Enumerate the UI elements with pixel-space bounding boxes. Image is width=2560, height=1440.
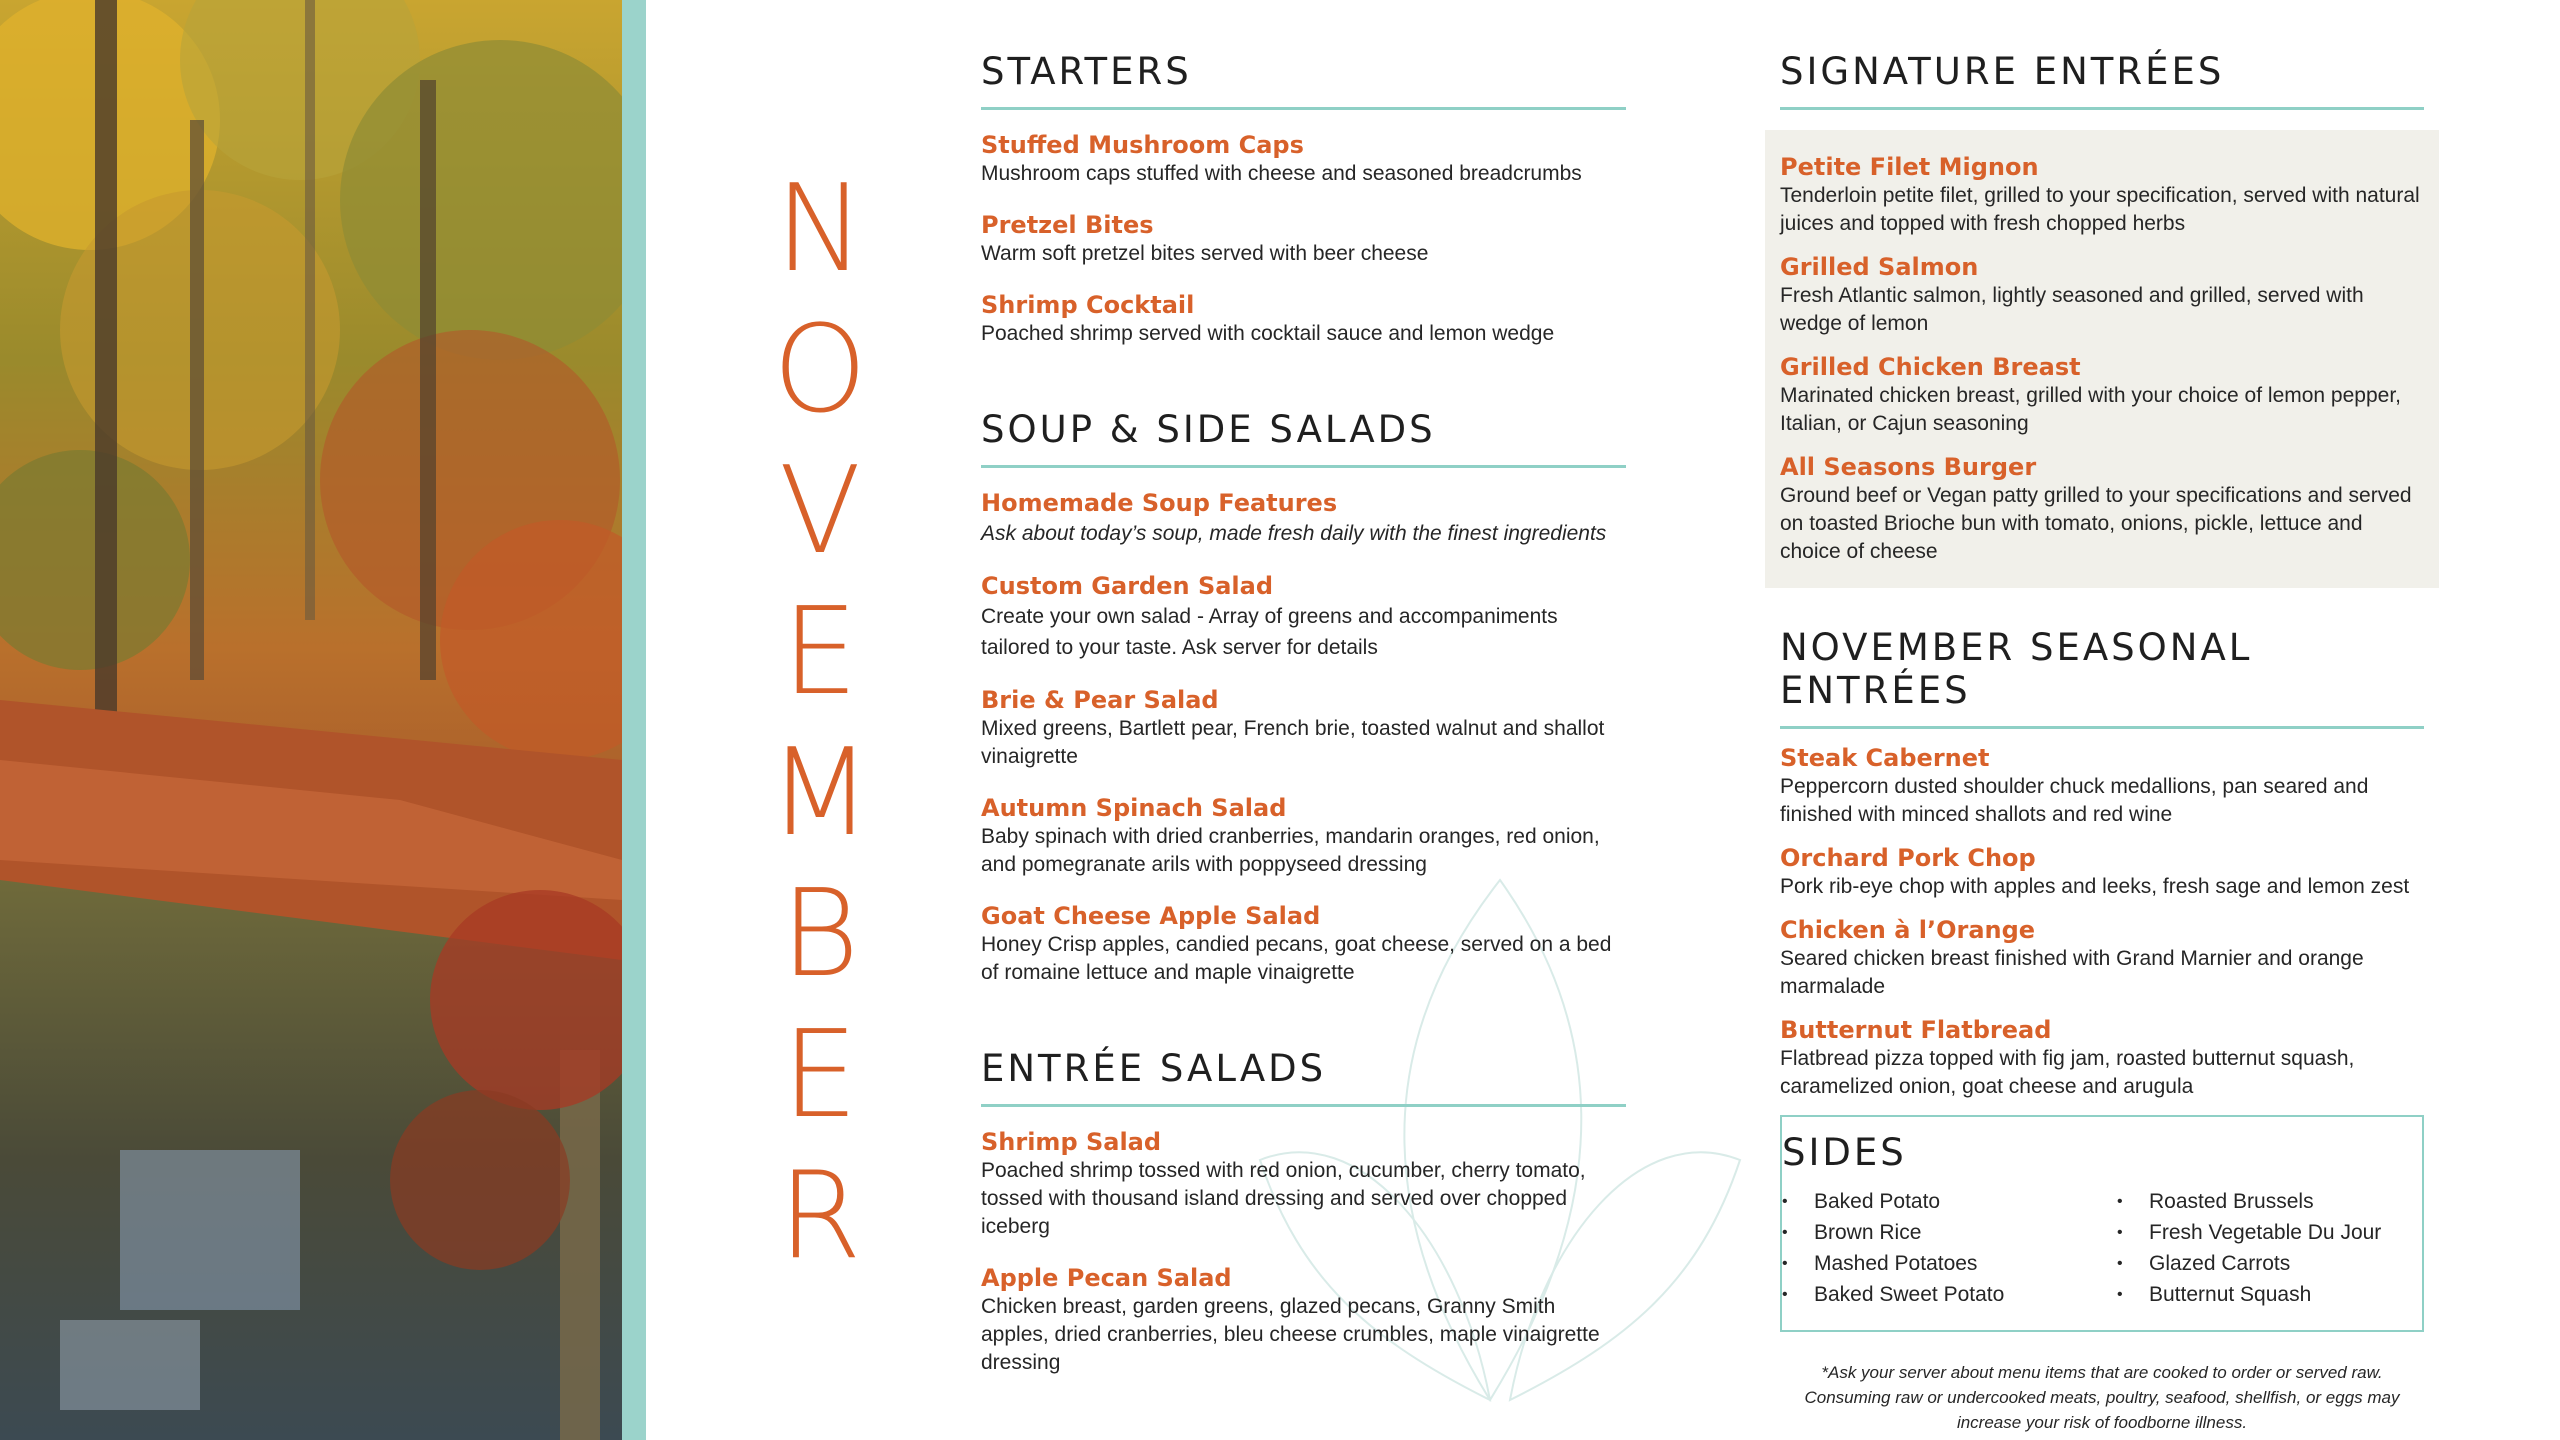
item-description: Mixed greens, Bartlett pear, French brie, toasted walnut and shallot vinaigrette xyxy=(981,717,1605,768)
menu-item xyxy=(981,571,1626,663)
menu-item xyxy=(981,685,1626,771)
side-item xyxy=(2117,1186,2417,1217)
section-title-sides: SIDES xyxy=(1782,1131,1907,1174)
item-description: Ask about today’s soup, made fresh daily with the finest ingredients xyxy=(981,522,1607,545)
menu-item xyxy=(981,488,1626,549)
item-description: Poached shrimp served with cocktail sauce and lemon wedge xyxy=(981,322,1555,345)
item-name: Grilled Chicken Breast xyxy=(1780,353,2081,381)
menu-item xyxy=(1780,843,2424,901)
menu-item xyxy=(981,901,1626,987)
month-letter: N xyxy=(775,160,865,299)
item-description: Chicken breast, garden greens, glazed pecans, Granny Smith apples, dried cranberries, bleu cheese crumbles, maple vinaigrette dressing xyxy=(981,1295,1600,1374)
starters-section xyxy=(981,50,1626,348)
item-description: Fresh Atlantic salmon, lightly seasoned and grilled, served with wedge of lemon xyxy=(1780,284,2364,335)
food-safety-footnote: *Ask your server about menu items that are cooked to order or served raw. Consuming raw or undercooked meats, poultry, seafood, shellfish, or eggs may increase your risk of foodborne illness. xyxy=(1804,1363,2400,1432)
item-name: Brie & Pear Salad xyxy=(981,686,1219,714)
section-title-entree-salads: ENTRÉE SALADS xyxy=(981,1047,1626,1107)
side-item xyxy=(1782,1279,2117,1310)
side-item xyxy=(2117,1248,2417,1279)
item-description: Ground beef or Vegan patty grilled to your specifications and served on toasted Brioche bun with tomato, onions, pickle, lettuce and choice of cheese xyxy=(1780,484,2412,563)
side-item xyxy=(1782,1186,2117,1217)
menu-item xyxy=(981,1127,1626,1241)
bullet-icon: • xyxy=(1782,1255,1788,1272)
item-name: Apple Pecan Salad xyxy=(981,1264,1232,1292)
menu-item xyxy=(1780,915,2424,1001)
side-item-label: Baked Potato xyxy=(1814,1190,1941,1213)
item-description: Baby spinach with dried cranberries, mandarin oranges, red onion, and pomegranate arils with poppyseed dressing xyxy=(981,825,1600,876)
side-item xyxy=(2117,1279,2417,1310)
item-name: Pretzel Bites xyxy=(981,211,1154,239)
item-name: Chicken à l’Orange xyxy=(1780,916,2036,944)
month-letter: R xyxy=(778,1147,862,1286)
item-description: Poached shrimp tossed with red onion, cucumber, cherry tomato, tossed with thousand island dressing and served over chopped iceberg xyxy=(981,1159,1586,1238)
side-item xyxy=(2117,1217,2417,1248)
side-item-label: Baked Sweet Potato xyxy=(1814,1283,2005,1306)
item-description: Create your own salad - Array of greens and accompaniments tailored to your taste. Ask server for details xyxy=(981,605,1558,659)
side-item-label: Fresh Vegetable Du Jour xyxy=(2149,1221,2382,1244)
item-description: Tenderloin petite filet, grilled to your specification, served with natural juices and topped with fresh chopped herbs xyxy=(1780,184,2420,235)
side-item-label: Butternut Squash xyxy=(2149,1283,2312,1306)
sides-list-right xyxy=(2117,1186,2417,1310)
month-letter: O xyxy=(772,301,868,440)
sides-box xyxy=(1780,1115,2424,1332)
side-item xyxy=(1782,1248,2117,1279)
menu-column-right xyxy=(1780,50,2424,1435)
side-item-label: Brown Rice xyxy=(1814,1221,1922,1244)
menu-item xyxy=(1780,252,2424,338)
bullet-icon: • xyxy=(2117,1286,2123,1303)
item-name: Butternut Flatbread xyxy=(1780,1016,2052,1044)
item-description: Honey Crisp apples, candied pecans, goat cheese, served on a bed of romaine lettuce and maple vinaigrette xyxy=(981,933,1612,984)
side-item-label: Glazed Carrots xyxy=(2149,1252,2291,1275)
item-name: Orchard Pork Chop xyxy=(1780,844,2036,872)
item-name: Shrimp Salad xyxy=(981,1128,1162,1156)
bullet-icon: • xyxy=(1782,1286,1788,1303)
month-letter: B xyxy=(780,865,860,1004)
forest-illustration xyxy=(0,0,622,1440)
section-title-signature-entrees: SIGNATURE ENTRÉES xyxy=(1780,50,2424,110)
menu-item xyxy=(981,1263,1626,1377)
side-item-label: Roasted Brussels xyxy=(2149,1190,2314,1213)
menu-item xyxy=(1780,352,2424,438)
item-name: Shrimp Cocktail xyxy=(981,291,1195,319)
item-description: Seared chicken breast finished with Grand Marnier and orange marmalade xyxy=(1780,947,2364,998)
item-name: Petite Filet Mignon xyxy=(1780,153,2039,181)
item-name: Homemade Soup Features xyxy=(981,489,1338,517)
item-description: Pork rib-eye chop with apples and leeks, fresh sage and lemon zest xyxy=(1780,875,2410,898)
sides-list xyxy=(1782,1186,2422,1310)
teal-divider-strip xyxy=(622,0,646,1440)
entree-salads-section xyxy=(981,1047,1626,1377)
item-name: Autumn Spinach Salad xyxy=(981,794,1287,822)
month-letter: E xyxy=(782,1006,858,1145)
section-title-starters: STARTERS xyxy=(981,50,1626,110)
item-name: Custom Garden Salad xyxy=(981,572,1274,600)
bullet-icon: • xyxy=(2117,1193,2123,1210)
month-letter: E xyxy=(782,583,858,722)
section-title-soup-side-salads: SOUP & SIDE SALADS xyxy=(981,408,1626,468)
menu-item xyxy=(1780,743,2424,829)
menu-item xyxy=(1780,152,2424,238)
month-letter: M xyxy=(768,724,872,863)
item-name: Goat Cheese Apple Salad xyxy=(981,902,1321,930)
seasonal-entrees-section xyxy=(1780,626,2424,1101)
menu-item xyxy=(1780,1015,2424,1101)
section-title-seasonal-entrees: NOVEMBER SEASONAL ENTRÉES xyxy=(1780,626,2424,729)
menu-item xyxy=(1780,452,2424,566)
item-name: Stuffed Mushroom Caps xyxy=(981,131,1304,159)
signature-entrees-section xyxy=(1780,50,2424,588)
month-vertical-title xyxy=(760,160,880,1298)
bullet-icon: • xyxy=(2117,1224,2123,1241)
bullet-icon: • xyxy=(1782,1224,1788,1241)
menu-column-middle xyxy=(981,50,1626,1399)
item-description: Mushroom caps stuffed with cheese and seasoned breadcrumbs xyxy=(981,162,1582,185)
item-description: Marinated chicken breast, grilled with your choice of lemon pepper, Italian, or Cajun seasoning xyxy=(1780,384,2401,435)
item-description: Flatbread pizza topped with fig jam, roasted butternut squash, caramelized onion, goat cheese and arugula xyxy=(1780,1047,2355,1098)
signature-highlight-box xyxy=(1765,130,2439,588)
autumn-forest-photo xyxy=(0,0,622,1440)
menu-item xyxy=(981,290,1626,348)
sides-list-left xyxy=(1782,1186,2117,1310)
item-description: Peppercorn dusted shoulder chuck medallions, pan seared and finished with minced shallots and red wine xyxy=(1780,775,2369,826)
bullet-icon: • xyxy=(2117,1255,2123,1272)
soup-side-salads-section xyxy=(981,408,1626,987)
menu-item xyxy=(981,210,1626,268)
item-description: Warm soft pretzel bites served with beer cheese xyxy=(981,242,1429,265)
item-name: Steak Cabernet xyxy=(1780,744,1990,772)
menu-item xyxy=(981,130,1626,188)
bullet-icon: • xyxy=(1782,1193,1788,1210)
item-name: Grilled Salmon xyxy=(1780,253,1979,281)
menu-item xyxy=(981,793,1626,879)
item-name: All Seasons Burger xyxy=(1780,453,2037,481)
side-item xyxy=(1782,1217,2117,1248)
month-letter: V xyxy=(778,442,862,581)
side-item-label: Mashed Potatoes xyxy=(1814,1252,1978,1275)
